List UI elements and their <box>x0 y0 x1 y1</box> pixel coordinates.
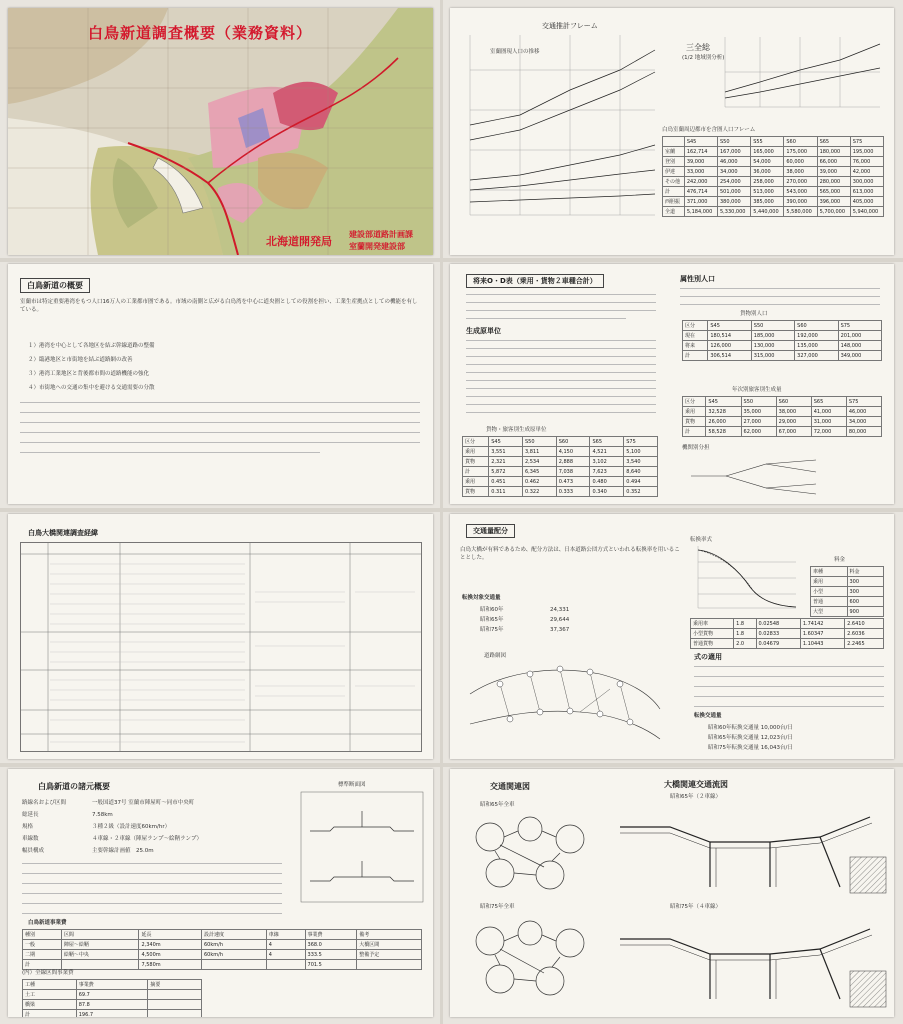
cover-map-panel <box>8 8 433 255</box>
flow-title: 大橋関連交通流図 <box>664 780 728 789</box>
overview-item-3: ３）港湾工業地区と背後都市間の道路機能の強化 <box>28 371 150 377</box>
flow-b-label: 昭和75年（４車線） <box>670 904 721 910</box>
distribution-result-2: 昭和65年転換交通量 12,023台/日 <box>708 735 793 741</box>
related-diagram-b <box>460 911 600 1007</box>
distribution-row-3-value: 37,367 <box>550 627 570 633</box>
overview-item-4: ４）市街地への交通の集中を避ける交通需要の分散 <box>28 385 155 391</box>
cover-title: 白鳥新道調査概要（業務資料） <box>88 24 313 42</box>
overview-item-1: １）港湾を中心として各地区を結ぶ幹線道路の整備 <box>28 343 155 349</box>
modal-split-diagram <box>686 454 876 498</box>
related-a-label: 昭和65年全車 <box>480 802 515 808</box>
distribution-sub3: 式の適用 <box>694 653 722 661</box>
bridge-title: 白鳥大橋関連調査経緯 <box>28 529 98 537</box>
traffic-frame-chart <box>460 30 660 225</box>
population-chart <box>720 32 885 112</box>
bridge-panel <box>8 514 433 759</box>
property-table: 区分 S45 S50 S60 S75 現在 180,514 185,000 192,000 201,000 将来 126,000 130,000 135,000 148,000 計 306,514 315,000 327,000 349,000 <box>682 320 882 361</box>
related-b-label: 昭和75年全車 <box>480 904 515 910</box>
conversion-curve-chart <box>690 542 800 614</box>
cover-org: 北海道開発局 <box>266 235 332 248</box>
distribution-row-1-year: 昭和60年 <box>480 607 504 613</box>
fee-table: 車種 料金 乗用 300 小型 300 普通 600 大型 900 <box>810 566 884 617</box>
spec-row-4-value: ４車線・２車線（陣屋ランプ〜絵鞆ランプ） <box>92 836 203 842</box>
overview-body: 室蘭市は特定重要港湾をもつ人口16万人の工業都市圏である。市域の南側と広がる白鳥湾を中心に道央圏としての役割を担い、工業生産拠点としての機能を有している。 <box>20 299 418 313</box>
cross-section-drawing <box>300 791 424 903</box>
spec-row-4-label: 車線数 <box>22 836 39 842</box>
flow-a-label: 昭和65年（２車線） <box>670 794 721 800</box>
flow-diagram-a <box>610 797 890 897</box>
overview-item-2: ２）臨港地区と市街地を結ぶ道路網の改善 <box>28 357 133 363</box>
spec-row-3-value: ３種２級（設計速度60km/hr） <box>92 824 171 830</box>
distribution-row-1-value: 24,331 <box>550 607 570 613</box>
spec-row-5-value: 主要幹線計画値 25.0m <box>92 848 154 854</box>
property-sub3: 機関別分担 <box>682 445 710 451</box>
cover-dept-1: 建設部道路計画課 <box>349 230 413 239</box>
distribution-title: 交通量配分 <box>466 524 515 538</box>
od-table: 区分 S45 S50 S60 S65 S75 乗用 3,551 3,811 4,150 4,521 5,100 貨物 2,321 2,534 2,888 3,102 3,540 計 5,872 6,345 7,038 7,623 8,640 乗用 0.451 0.462 0.473 0.480 0.494 貨物 0.311 0.322 0.333 0.340 0.352 <box>462 436 658 497</box>
spec-row-1-value: 一般国道37号 室蘭市陣屋町〜同市中央町 <box>92 800 195 806</box>
specs-section-label: 標準断面図 <box>338 782 366 788</box>
road-network-map <box>460 654 670 754</box>
od-title: 将来O・D表（乗用・貨物２車種合計） <box>466 274 604 288</box>
spec-row-3-label: 規格 <box>22 824 34 830</box>
distribution-sub1: 転換対象交通量 <box>462 595 501 601</box>
population-frame-table: S45 S50 S55 S60 S65 S75 室蘭 162,714 167,000 165,000 175,000 180,000 195,000 登別 39,000 46,000 54,000 60,000 66,000 76,000 伊達 33,000 34,000 36,000 38,000 39,000 42,000 その他 242,000 254,000 258,000 270,000 280,000 300,000 計 476,714 501,000 513,000 543,000 565,000 613,000 西胆振 371,000 380,000 385,000 390,000 396,000 405,000 全道 5,184,000 5,330,000 5,440,000 5,580,000 5,700,000 5,940,000 <box>662 136 884 217</box>
distribution-sub4: 転換交通量 <box>694 713 722 719</box>
property-table-2: 区分 S45 S50 S60 S65 S75 乗用 32,528 35,000 38,000 41,000 46,000 貨物 26,000 27,000 29,000 31,000 34,000 計 58,528 62,000 67,000 72,000 80,000 <box>682 396 882 437</box>
traffic-frame-title: 交通推計フレーム <box>542 22 598 30</box>
coefficient-table: 乗用車 1.8 0.02548 1.74142 2.6410 小型貨物 1.8 0.02833 1.60347 2.6036 普通貨物 2.0 0.04679 1.10443 2.2465 <box>690 618 884 649</box>
specs-title: 白鳥新道の諸元概要 <box>38 782 110 791</box>
fee-label: 料金 <box>834 557 846 563</box>
specs-panel <box>8 769 433 1017</box>
distribution-result-1: 昭和60年転換交通量 10,000台/日 <box>708 725 793 731</box>
population-frame-title: 白鳥室蘭周辺都市を含圏人口フレーム <box>662 127 756 133</box>
map-illustration <box>8 8 433 255</box>
spec-row-2-label: 総延長 <box>22 812 39 818</box>
distribution-row-2-value: 29,644 <box>550 617 570 623</box>
related-diagram-a <box>460 807 600 897</box>
cover-dept-2: 室蘭開発建設部 <box>349 242 405 251</box>
od-table-title: 貨物・旅客別生成原単位 <box>486 427 547 433</box>
distribution-panel <box>450 514 894 759</box>
property-title: 属性別人口 <box>680 275 715 283</box>
center-fold <box>440 0 443 1024</box>
distribution-row-2-year: 昭和65年 <box>480 617 504 623</box>
spec-row-2-value: 7.58km <box>92 812 113 818</box>
traffic-frame-sub: (1/2 地域別分析) <box>682 55 725 61</box>
cost-title-2: (内）全線区間事業費 <box>22 970 74 976</box>
cost-table-2: 工種 事業費 摘要 土工 69.7 橋梁 87.8 計 196.7 <box>22 979 202 1017</box>
distribution-sub2: 道路網図 <box>484 653 507 659</box>
horizontal-fold-1 <box>0 258 903 262</box>
flow-panel <box>450 769 894 1017</box>
od-panel <box>450 264 894 504</box>
distribution-row-3-year: 昭和75年 <box>480 627 504 633</box>
distribution-body: 白鳥大橋が有料であるため、配分方法は、日本道路公団方式といわれる転換率を用いることとした。 <box>460 547 680 561</box>
distribution-curve-label: 転換率式 <box>690 537 713 543</box>
traffic-frame-note: 室蘭圏現人口の推移 <box>490 49 540 55</box>
cost-title: 白鳥新道事業費 <box>28 920 67 926</box>
spec-row-5-label: 幅員構成 <box>22 848 45 854</box>
od-sub1: 生成原単位 <box>466 327 501 335</box>
property-sub2: 年次別旅客別生成量 <box>732 387 782 393</box>
cost-table: 種別 区間 延長 設計速度 車線 事業費 備考 一般 陣屋〜絵鞆 2,340m 60km/h 4 368.0 大橋区間 二期 絵鞆〜中央 4,500m 60km/h 4 333.5 整備予定 計 7,580m 701.5 <box>22 929 422 970</box>
flow-diagram-b <box>610 909 890 1013</box>
spec-row-1-label: 路線名および区間 <box>22 800 67 806</box>
distribution-result-3: 昭和75年転換交通量 16,043台/日 <box>708 745 793 751</box>
bridge-history-table <box>20 542 422 752</box>
horizontal-fold-3 <box>0 763 903 767</box>
traffic-frame-panel <box>450 8 894 255</box>
horizontal-fold-2 <box>0 508 903 512</box>
related-title: 交通関連図 <box>490 782 530 791</box>
property-sub1: 貨物別人口 <box>740 311 768 317</box>
overview-title: 白鳥新道の概要 <box>20 278 90 293</box>
overview-panel <box>8 264 433 504</box>
traffic-frame-legend: 三全総 <box>686 43 710 52</box>
